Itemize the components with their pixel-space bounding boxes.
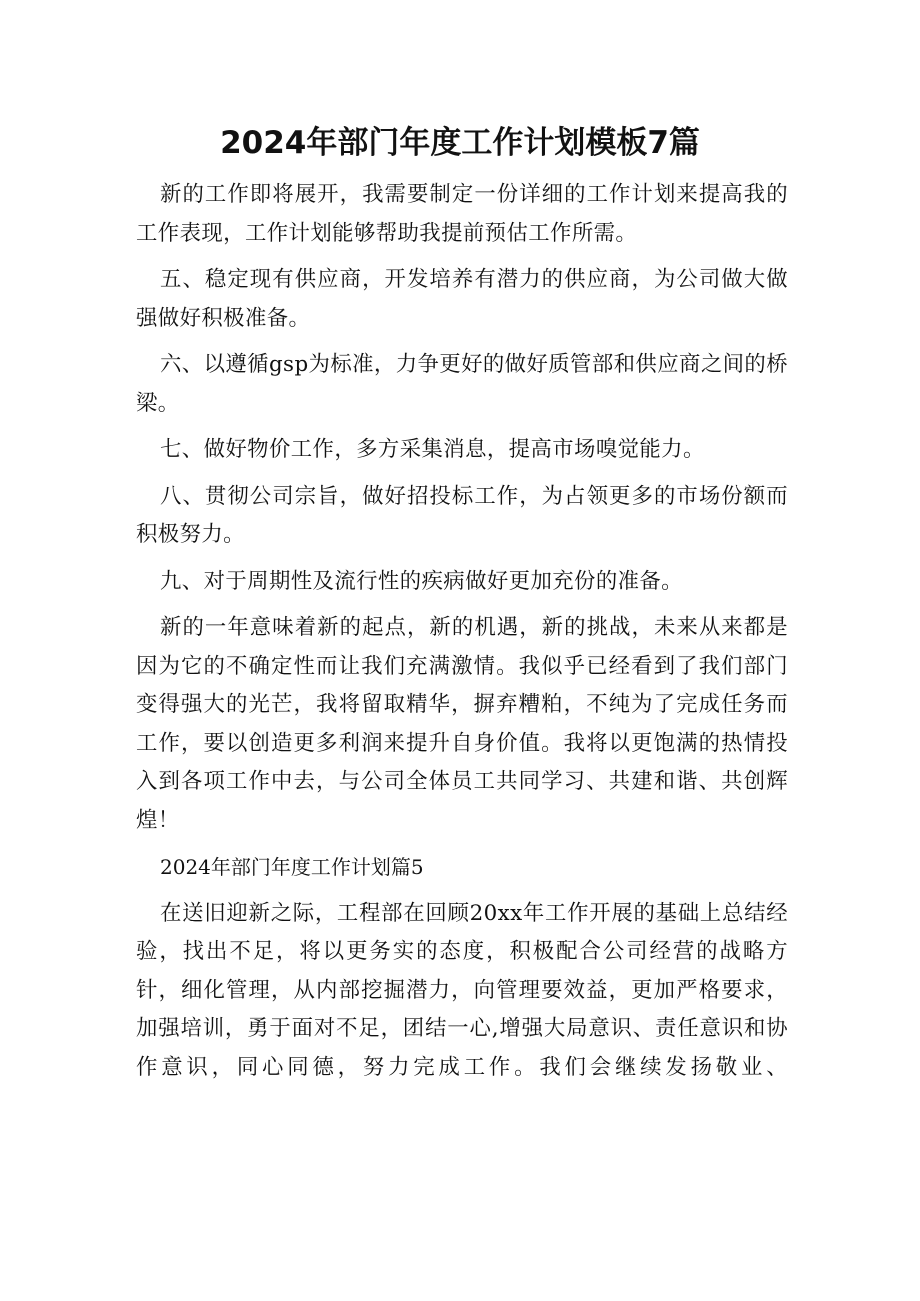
paragraph-conclusion: 新的一年意味着新的起点，新的机遇，新的挑战，未来从来都是因为它的不确定性而让我们充满激情。我似乎已经看到了我们部门变得强大的光芒，我将留取精华，摒弃糟粕，不纯为了完成任务而工作，要以创造更多利润来提升自身价值。我将以更饱满的热情投入到各项工作中去，与公司全体员工共同学习、共建和谐、共创辉煌！ [136,615,788,833]
paragraph-intro: 新的工作即将展开，我需要制定一份详细的工作计划来提高我的工作表现，工作计划能够帮助我提前预估工作所需。 [136,182,788,246]
document-body [136,176,788,1095]
paragraph-section-5: 在送旧迎新之际，工程部在回顾20xx年工作开展的基础上总结经验，找出不足，将以更务实的态度，积极配合公司经营的战略方针，细化管理，从内部挖掘潜力，向管理要效益，更加严格要求，加强培训，勇于面对不足，团结一心,增强大局意识、责任意识和协作意识，同心同德，努力完成工作。我们会继续发扬敬业、 [136,900,788,1080]
section-heading: 2024年部门年度工作计划篇5 [160,855,424,879]
document-title: 2024年部门年度工作计划模板7篇 [220,125,700,161]
paragraph-item-6: 六、以遵循gsp为标准，力争更好的做好质管部和供应商之间的桥梁。 [136,352,788,416]
paragraph-item-7: 七、做好物价工作，多方采集消息，提高市场嗅觉能力。 [160,437,705,462]
paragraph-item-8: 八、贯彻公司宗旨，做好招投标工作，为占领更多的市场份额而积极努力。 [136,483,788,547]
paragraph-item-9: 九、对于周期性及流行性的疾病做好更加充份的准备。 [160,568,683,594]
paragraph-item-5: 五、稳定现有供应商，开发培养有潜力的供应商，为公司做大做强做好积极准备。 [136,267,788,331]
